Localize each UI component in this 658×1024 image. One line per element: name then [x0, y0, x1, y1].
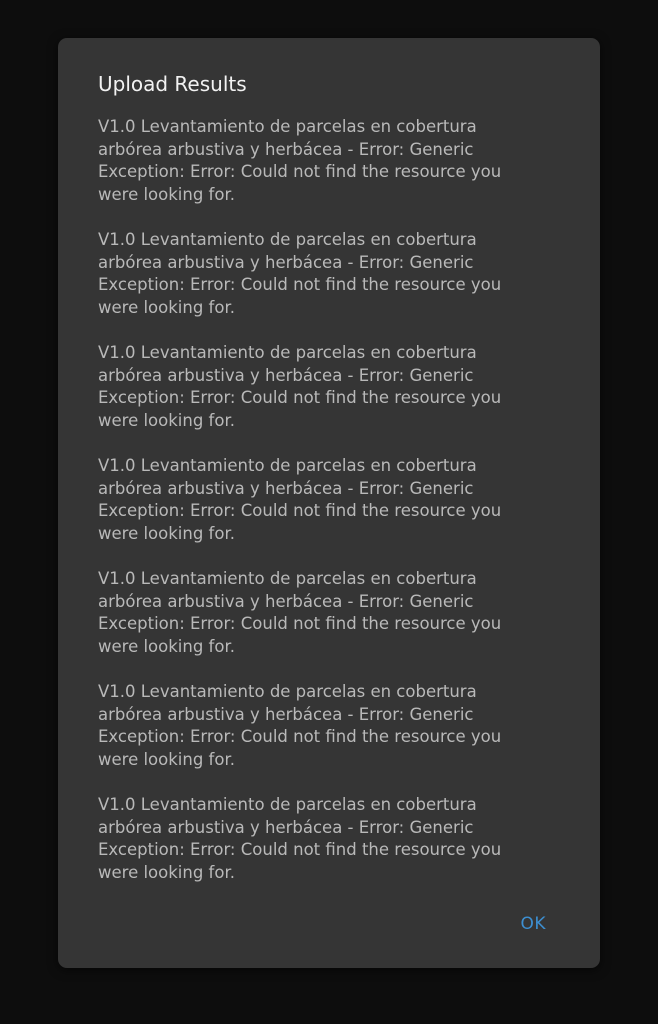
error-message: V1.0 Levantamiento de parcelas en cobertura arbórea arbustiva y herbácea - Error: Generic Exception: Error: Could not find the resource you were looking for. [98, 342, 502, 430]
error-message: V1.0 Levantamiento de parcelas en cobertura arbórea arbustiva y herbácea - Error: Generic Exception: Error: Could not find the resource you were looking for. [98, 455, 502, 543]
dialog-actions [520, 910, 546, 938]
error-message: V1.0 Levantamiento de parcelas en cobertura arbórea arbustiva y herbácea - Error: Generic Exception: Error: Could not find the resource you were looking for. [98, 229, 502, 317]
upload-results-dialog [58, 38, 600, 968]
error-message: V1.0 Levantamiento de parcelas en cobertura arbórea arbustiva y herbácea - Error: Generic Exception: Error: Could not find the resource you were looking for. [98, 568, 502, 656]
dialog-title: Upload Results [98, 72, 247, 96]
message-list [98, 116, 560, 884]
error-message: V1.0 Levantamiento de parcelas en cobertura arbórea arbustiva y herbácea - Error: Generic Exception: Error: Could not find the resource you were looking for. [98, 681, 502, 769]
error-message: V1.0 Levantamiento de parcelas en cobertura arbórea arbustiva y herbácea - Error: Generic Exception: Error: Could not find the resource you were looking for. [98, 117, 502, 204]
ok-button[interactable]: OK [520, 910, 546, 938]
error-message: V1.0 Levantamiento de parcelas en cobertura arbórea arbustiva y herbácea - Error: Generic Exception: Error: Could not find the resource you were looking for. [98, 794, 502, 882]
